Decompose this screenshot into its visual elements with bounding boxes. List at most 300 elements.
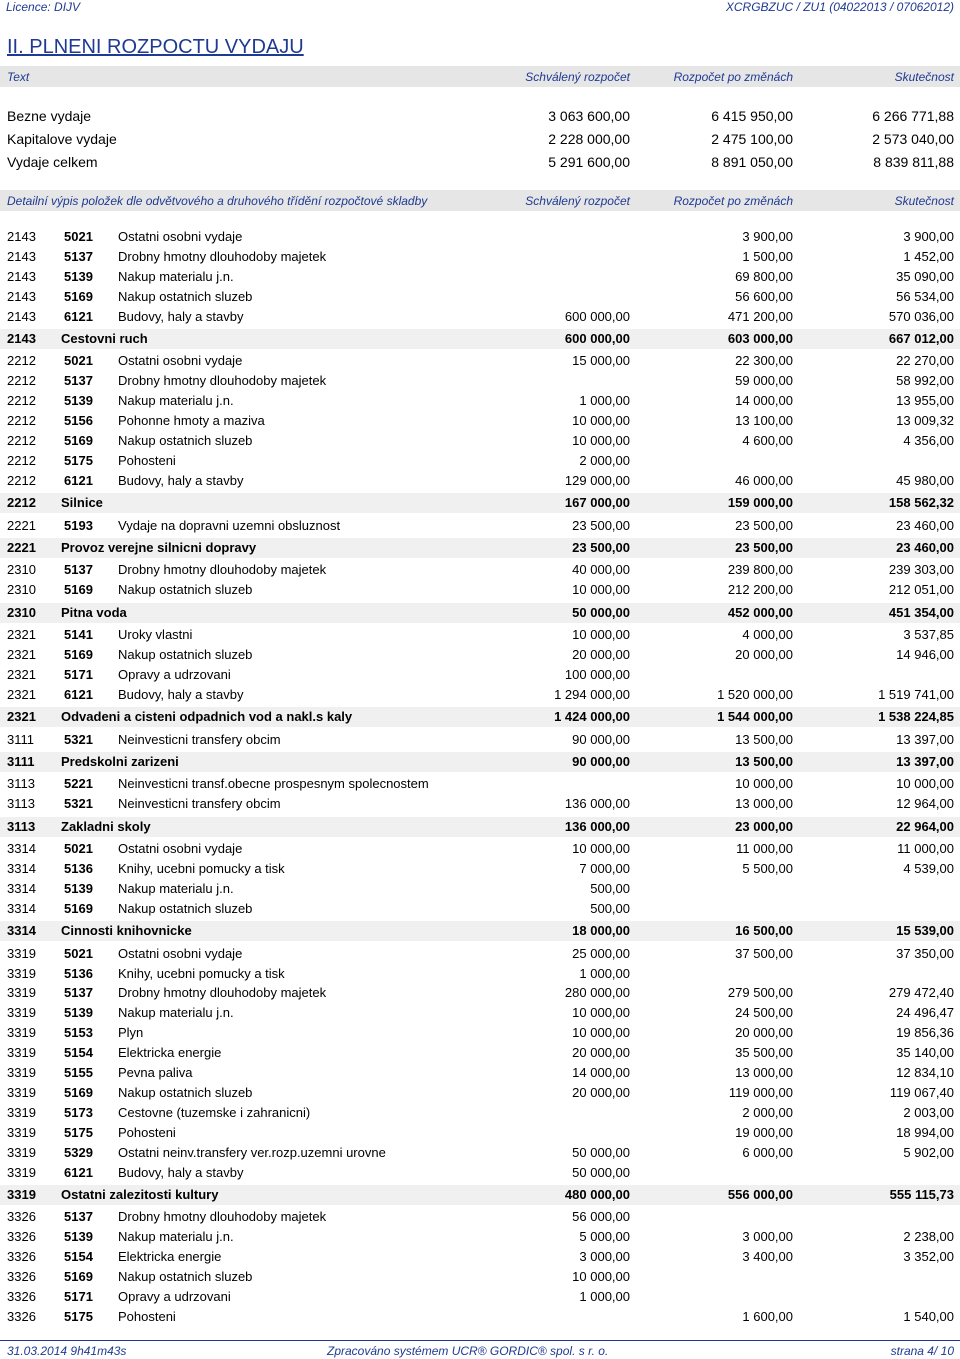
table-row xyxy=(0,267,960,287)
item-code: 5169 xyxy=(64,1269,93,1284)
section-total-row xyxy=(0,329,960,349)
item-name: Vydaje na dopravni uzemni obsluznost xyxy=(118,517,341,533)
table-row xyxy=(0,1103,960,1123)
item-code: 5136 xyxy=(64,965,93,981)
table-row xyxy=(0,1163,960,1183)
paragraph-code: 2221 xyxy=(7,517,36,533)
item-code: 5169 xyxy=(64,647,93,662)
approved-value: 10 000,00 xyxy=(572,582,630,598)
actual-value: 13 955,00 xyxy=(896,393,954,409)
item-code: 5137 xyxy=(64,373,93,389)
item-code: 5193 xyxy=(64,517,93,533)
item-code: 5169 xyxy=(64,433,93,448)
table-row xyxy=(0,625,960,645)
revised-value: 2 000,00 xyxy=(742,1104,793,1120)
page-footer xyxy=(0,1340,960,1359)
item-name: Neinvesticni transf.obecne prospesnym spolecnostem xyxy=(118,776,429,792)
actual-value: 12 834,10 xyxy=(896,1065,954,1080)
paragraph-code: 3326 xyxy=(7,1209,36,1225)
summary-label: Bezne vydaje xyxy=(7,108,92,124)
approved-value: 480 000,00 xyxy=(564,1186,630,1202)
approved-value: 3 063 600,00 xyxy=(548,108,630,124)
item-code: 5021 xyxy=(64,945,93,961)
item-code: 5321 xyxy=(64,731,93,747)
paragraph-code: 2143 xyxy=(7,308,36,324)
approved-value: 5 000,00 xyxy=(579,1229,630,1245)
actual-value: 3 900,00 xyxy=(903,229,954,244)
summary-label: Vydaje celkem xyxy=(7,154,98,170)
actual-value: 5 902,00 xyxy=(903,1144,954,1160)
item-name: Opravy a udrzovani xyxy=(118,1288,231,1304)
actual-value: 23 460,00 xyxy=(896,540,954,555)
item-name: Ostatni osobni vydaje xyxy=(118,229,243,244)
paragraph-code: 3113 xyxy=(7,776,35,792)
approved-value: 50 000,00 xyxy=(572,1144,630,1160)
section-code: 2221 xyxy=(7,540,36,555)
item-name: Pohosteni xyxy=(118,1308,176,1324)
actual-value: 667 012,00 xyxy=(888,331,954,346)
actual-value: 22 964,00 xyxy=(896,818,954,834)
item-code: 5169 xyxy=(64,1084,93,1100)
actual-value: 19 856,36 xyxy=(896,1025,954,1041)
item-name: Drobny hmotny dlouhodoby majetek xyxy=(118,985,327,1001)
table-row xyxy=(0,351,960,371)
section-name: Predskolni zarizeni xyxy=(61,754,179,769)
approved-value: 10 000,00 xyxy=(572,413,630,429)
item-code: 5021 xyxy=(64,353,93,369)
revised-value: 13 000,00 xyxy=(735,1065,793,1080)
revised-value: 2 475 100,00 xyxy=(711,131,793,147)
paragraph-code: 2321 xyxy=(7,647,36,662)
revised-value: 603 000,00 xyxy=(727,331,793,346)
table-row xyxy=(0,1003,960,1023)
section-name: Cestovni ruch xyxy=(61,331,148,346)
actual-value: 2 573 040,00 xyxy=(872,131,954,147)
approved-value: 15 000,00 xyxy=(572,353,630,369)
actual-value: 2 003,00 xyxy=(903,1104,954,1120)
section-total-row xyxy=(0,921,960,941)
revised-value: 13 500,00 xyxy=(735,731,793,747)
paragraph-code: 3319 xyxy=(7,1164,36,1180)
item-code: 6121 xyxy=(64,686,93,702)
item-code: 5171 xyxy=(64,1288,93,1304)
system-label: Zpracováno systémem UCR® GORDIC® spol. s r. o. xyxy=(327,1344,609,1358)
item-code: 5136 xyxy=(64,861,93,876)
approved-value: 167 000,00 xyxy=(564,495,630,511)
item-name: Nakup ostatnich sluzeb xyxy=(118,647,253,662)
item-name: Neinvesticni transfery obcim xyxy=(118,796,281,812)
revised-value: 8 891 050,00 xyxy=(711,154,793,170)
approved-value: 600 000,00 xyxy=(564,308,630,324)
paragraph-code: 3326 xyxy=(7,1229,36,1245)
section-total-row xyxy=(0,1185,960,1205)
revised-value: 3 000,00 xyxy=(742,1229,793,1245)
summary-row xyxy=(0,152,960,174)
actual-value: 1 540,00 xyxy=(903,1308,954,1324)
revised-value: 14 000,00 xyxy=(735,393,793,409)
item-code: 5137 xyxy=(64,562,93,578)
approved-value: 10 000,00 xyxy=(572,1269,630,1284)
table-row xyxy=(0,1123,960,1143)
actual-value: 1 538 224,85 xyxy=(878,709,954,725)
paragraph-code: 2321 xyxy=(7,666,36,682)
item-code: 5139 xyxy=(64,1229,93,1245)
paragraph-code: 3326 xyxy=(7,1249,36,1265)
revised-value: 13 500,00 xyxy=(735,754,793,769)
approved-value: 500,00 xyxy=(590,880,630,896)
actual-value: 15 539,00 xyxy=(896,923,954,939)
paragraph-code: 3319 xyxy=(7,945,36,961)
approved-value: 1 000,00 xyxy=(579,1288,630,1304)
table-row xyxy=(0,471,960,491)
table-row xyxy=(0,879,960,899)
actual-value: 35 090,00 xyxy=(896,268,954,284)
item-name: Drobny hmotny dlouhodoby majetek xyxy=(118,248,327,264)
item-name: Cestovne (tuzemske i zahranicni) xyxy=(118,1104,311,1120)
detail-header xyxy=(0,190,960,211)
actual-value: 555 115,73 xyxy=(889,1186,954,1202)
revised-value: 6 000,00 xyxy=(742,1144,793,1160)
item-code: 5139 xyxy=(64,880,93,896)
page-title: II. PLNENI ROZPOCTU VYDAJU xyxy=(7,36,304,58)
item-code: 5329 xyxy=(64,1144,93,1160)
actual-value: 279 472,40 xyxy=(888,985,954,1001)
item-name: Nakup ostatnich sluzeb xyxy=(118,900,253,916)
table-row xyxy=(0,516,960,536)
table-row xyxy=(0,1207,960,1227)
section-total-row xyxy=(0,603,960,623)
paragraph-code: 3319 xyxy=(7,1065,36,1080)
item-name: Nakup materialu j.n. xyxy=(118,393,234,409)
item-name: Nakup materialu j.n. xyxy=(118,880,234,896)
approved-value: 10 000,00 xyxy=(572,627,630,643)
revised-value: 22 300,00 xyxy=(735,353,793,369)
item-name: Budovy, haly a stavby xyxy=(118,686,244,702)
paragraph-code: 3319 xyxy=(7,1124,36,1140)
col-detail-text: Detailní výpis položek dle odvětvového a druhového třídění rozpočtové skladby xyxy=(7,194,428,208)
item-name: Nakup materialu j.n. xyxy=(118,268,234,284)
item-name: Knihy, ucebni pomucky a tisk xyxy=(118,965,285,981)
col-text: Text xyxy=(7,70,30,84)
item-code: 5141 xyxy=(64,627,93,643)
item-code: 5175 xyxy=(64,1124,93,1140)
col-actual: Skutečnost xyxy=(894,70,954,84)
item-name: Nakup ostatnich sluzeb xyxy=(118,1084,253,1100)
section-total-row xyxy=(0,817,960,837)
table-row xyxy=(0,287,960,307)
approved-value: 50 000,00 xyxy=(572,1164,630,1180)
revised-value: 1 500,00 xyxy=(742,248,793,264)
revised-value: 13 000,00 xyxy=(735,796,793,812)
table-row xyxy=(0,983,960,1003)
section-name: Ostatni zalezitosti kultury xyxy=(61,1186,219,1202)
revised-value: 16 500,00 xyxy=(735,923,793,939)
section-name: Zakladni skoly xyxy=(61,818,151,834)
section-name: Pitna voda xyxy=(61,604,127,620)
item-code: 5137 xyxy=(64,985,93,1001)
revised-value: 119 000,00 xyxy=(728,1084,793,1100)
table-row xyxy=(0,1063,960,1083)
item-code: 5137 xyxy=(64,248,93,264)
revised-value: 5 500,00 xyxy=(742,861,793,876)
revised-value: 6 415 950,00 xyxy=(711,108,793,124)
table-row xyxy=(0,247,960,267)
revised-value: 10 000,00 xyxy=(735,776,793,792)
revised-value: 23 500,00 xyxy=(735,517,793,533)
actual-value: 1 519 741,00 xyxy=(878,686,954,702)
paragraph-code: 2212 xyxy=(7,472,36,488)
item-name: Plyn xyxy=(118,1025,144,1041)
revised-value: 239 800,00 xyxy=(727,562,793,578)
approved-value: 90 000,00 xyxy=(572,754,630,769)
item-code: 5221 xyxy=(64,776,93,792)
table-row xyxy=(0,645,960,665)
table-row xyxy=(0,944,960,964)
summary-label: Kapitalove vydaje xyxy=(7,131,117,147)
approved-value: 100 000,00 xyxy=(564,666,630,682)
item-code: 5139 xyxy=(64,268,93,284)
item-code: 6121 xyxy=(64,308,93,324)
item-code: 5169 xyxy=(64,288,93,304)
item-name: Drobny hmotny dlouhodoby majetek xyxy=(118,373,327,389)
approved-value: 10 000,00 xyxy=(572,841,630,857)
section-code: 3111 xyxy=(7,754,35,769)
paragraph-code: 3319 xyxy=(7,1025,36,1041)
section-name: Silnice xyxy=(61,495,103,511)
item-code: 5154 xyxy=(64,1045,93,1061)
item-name: Ostatni neinv.transfery ver.rozp.uzemni urovne xyxy=(118,1144,386,1160)
paragraph-code: 2321 xyxy=(7,627,36,643)
revised-value: 279 500,00 xyxy=(727,985,793,1001)
paragraph-code: 2321 xyxy=(7,686,36,702)
table-row xyxy=(0,580,960,600)
revised-value: 212 200,00 xyxy=(727,582,793,598)
paragraph-code: 2212 xyxy=(7,393,36,409)
revised-value: 24 500,00 xyxy=(735,1005,793,1021)
table-row xyxy=(0,1287,960,1307)
table-row xyxy=(0,1083,960,1103)
table-row xyxy=(0,1043,960,1063)
paragraph-code: 3113 xyxy=(7,796,35,812)
revised-value: 20 000,00 xyxy=(735,647,793,662)
approved-value: 500,00 xyxy=(590,900,630,916)
actual-value: 13 397,00 xyxy=(896,754,954,769)
item-code: 5173 xyxy=(64,1104,93,1120)
item-code: 5175 xyxy=(64,1308,93,1324)
revised-value: 46 000,00 xyxy=(735,472,793,488)
item-code: 5139 xyxy=(64,1005,93,1021)
section-code: 2143 xyxy=(7,331,36,346)
section-code: 2310 xyxy=(7,604,36,620)
col-approved: Schválený rozpočet xyxy=(525,70,630,84)
revised-value: 56 600,00 xyxy=(735,288,793,304)
paragraph-code: 2212 xyxy=(7,353,36,369)
actual-value: 56 534,00 xyxy=(896,288,954,304)
section-name: Odvadeni a cisteni odpadnich vod a nakl.s kaly xyxy=(61,709,353,725)
item-name: Ostatni osobni vydaje xyxy=(118,841,243,857)
actual-value: 24 496,47 xyxy=(896,1005,954,1021)
revised-value: 471 200,00 xyxy=(727,308,793,324)
actual-value: 35 140,00 xyxy=(896,1045,954,1061)
table-row xyxy=(0,839,960,859)
paragraph-code: 3326 xyxy=(7,1308,36,1324)
item-code: 5156 xyxy=(64,413,93,429)
item-code: 5155 xyxy=(64,1065,93,1080)
actual-value: 37 350,00 xyxy=(896,945,954,961)
revised-value: 23 500,00 xyxy=(735,540,793,555)
section-code: 2212 xyxy=(7,495,36,511)
item-code: 5171 xyxy=(64,666,93,682)
approved-value: 25 000,00 xyxy=(572,945,630,961)
actual-value: 10 000,00 xyxy=(896,776,954,792)
revised-value: 35 500,00 xyxy=(735,1045,793,1061)
actual-value: 158 562,32 xyxy=(888,495,954,511)
approved-value: 136 000,00 xyxy=(564,796,630,812)
actual-value: 58 992,00 xyxy=(896,373,954,389)
item-name: Knihy, ucebni pomucky a tisk xyxy=(118,861,285,876)
revised-value: 1 544 000,00 xyxy=(717,709,793,725)
table-row xyxy=(0,730,960,750)
item-name: Opravy a udrzovani xyxy=(118,666,231,682)
table-row xyxy=(0,560,960,580)
table-row xyxy=(0,794,960,814)
table-row xyxy=(0,371,960,391)
actual-value: 12 964,00 xyxy=(896,796,954,812)
approved-value: 56 000,00 xyxy=(572,1209,630,1225)
revised-value: 59 000,00 xyxy=(735,373,793,389)
revised-value: 1 520 000,00 xyxy=(717,686,793,702)
paragraph-code: 2143 xyxy=(7,229,36,244)
item-name: Pohosteni xyxy=(118,452,176,468)
paragraph-code: 2212 xyxy=(7,433,36,448)
item-name: Budovy, haly a stavby xyxy=(118,472,244,488)
table-row xyxy=(0,899,960,919)
actual-value: 6 266 771,88 xyxy=(872,108,954,124)
actual-value: 13 397,00 xyxy=(896,731,954,747)
table-row xyxy=(0,1247,960,1267)
actual-value: 23 460,00 xyxy=(896,517,954,533)
approved-value: 20 000,00 xyxy=(572,1045,630,1061)
actual-value: 212 051,00 xyxy=(888,582,954,598)
item-code: 5137 xyxy=(64,1209,93,1225)
summary-row xyxy=(0,106,960,128)
approved-value: 10 000,00 xyxy=(572,433,630,448)
approved-value: 3 000,00 xyxy=(579,1249,630,1265)
table-row xyxy=(0,451,960,471)
paragraph-code: 2143 xyxy=(7,248,36,264)
approved-value: 20 000,00 xyxy=(572,647,630,662)
revised-value: 556 000,00 xyxy=(727,1186,793,1202)
section-code: 3314 xyxy=(7,923,36,939)
item-name: Nakup materialu j.n. xyxy=(118,1229,234,1245)
item-name: Budovy, haly a stavby xyxy=(118,1164,244,1180)
table-row xyxy=(0,1227,960,1247)
table-row xyxy=(0,391,960,411)
approved-value: 600 000,00 xyxy=(564,331,630,346)
actual-value: 4 539,00 xyxy=(903,861,954,876)
item-name: Nakup ostatnich sluzeb xyxy=(118,288,253,304)
actual-value: 1 452,00 xyxy=(903,248,954,264)
actual-value: 45 980,00 xyxy=(896,472,954,488)
section-name: Cinnosti knihovnicke xyxy=(61,923,192,939)
approved-value: 20 000,00 xyxy=(572,1084,630,1100)
approved-value: 1 424 000,00 xyxy=(554,709,630,725)
paragraph-code: 3326 xyxy=(7,1288,36,1304)
table-row xyxy=(0,1267,960,1287)
col-actual: Skutečnost xyxy=(894,194,954,208)
item-code: 5021 xyxy=(64,841,93,857)
table-row xyxy=(0,685,960,705)
actual-value: 8 839 811,88 xyxy=(873,154,954,170)
item-name: Nakup ostatnich sluzeb xyxy=(118,1269,253,1284)
paragraph-code: 3319 xyxy=(7,1144,36,1160)
item-name: Nakup materialu j.n. xyxy=(118,1005,234,1021)
actual-value: 18 994,00 xyxy=(896,1124,954,1140)
actual-value: 239 303,00 xyxy=(888,562,954,578)
approved-value: 90 000,00 xyxy=(572,731,630,747)
document-code: XCRGBZUC / ZU1 (04022013 / 07062012) xyxy=(725,0,954,14)
page-number: strana 4/ 10 xyxy=(890,1344,954,1358)
item-code: 5153 xyxy=(64,1025,93,1041)
revised-value: 452 000,00 xyxy=(727,604,793,620)
paragraph-code: 3314 xyxy=(7,841,36,857)
section-total-row xyxy=(0,538,960,558)
item-code: 5175 xyxy=(64,452,93,468)
approved-value: 1 000,00 xyxy=(579,393,630,409)
actual-value: 3 537,85 xyxy=(903,627,954,643)
table-row xyxy=(0,859,960,879)
item-name: Pevna paliva xyxy=(118,1065,193,1080)
table-row xyxy=(0,227,960,247)
item-name: Elektricka energie xyxy=(118,1249,222,1265)
item-code: 5169 xyxy=(64,582,93,598)
item-name: Nakup ostatnich sluzeb xyxy=(118,433,253,448)
revised-value: 159 000,00 xyxy=(727,495,793,511)
table-row xyxy=(0,1023,960,1043)
paragraph-code: 3314 xyxy=(7,861,36,876)
table-row xyxy=(0,665,960,685)
actual-value: 22 270,00 xyxy=(896,353,954,369)
revised-value: 3 400,00 xyxy=(742,1249,793,1265)
paragraph-code: 2212 xyxy=(7,413,36,429)
item-name: Pohosteni xyxy=(118,1124,176,1140)
paragraph-code: 2212 xyxy=(7,452,36,468)
table-row xyxy=(0,1143,960,1163)
approved-value: 50 000,00 xyxy=(572,604,630,620)
paragraph-code: 2310 xyxy=(7,582,36,598)
table-row xyxy=(0,431,960,451)
section-total-row xyxy=(0,493,960,513)
actual-value: 11 000,00 xyxy=(897,841,954,857)
paragraph-code: 2212 xyxy=(7,373,36,389)
approved-value: 129 000,00 xyxy=(564,472,630,488)
item-name: Elektricka energie xyxy=(118,1045,222,1061)
paragraph-code: 3314 xyxy=(7,880,36,896)
item-code: 5169 xyxy=(64,900,93,916)
item-code: 6121 xyxy=(64,1164,93,1180)
section-code: 3319 xyxy=(7,1186,36,1202)
item-name: Budovy, haly a stavby xyxy=(118,308,244,324)
item-code: 5021 xyxy=(64,229,93,244)
paragraph-code: 2310 xyxy=(7,562,36,578)
col-revised: Rozpočet po změnách xyxy=(673,194,793,208)
summary-row xyxy=(0,129,960,151)
item-name: Uroky vlastni xyxy=(118,627,193,643)
table-row xyxy=(0,411,960,431)
approved-value: 2 000,00 xyxy=(579,452,630,468)
table-row xyxy=(0,964,960,984)
revised-value: 3 900,00 xyxy=(742,229,793,244)
